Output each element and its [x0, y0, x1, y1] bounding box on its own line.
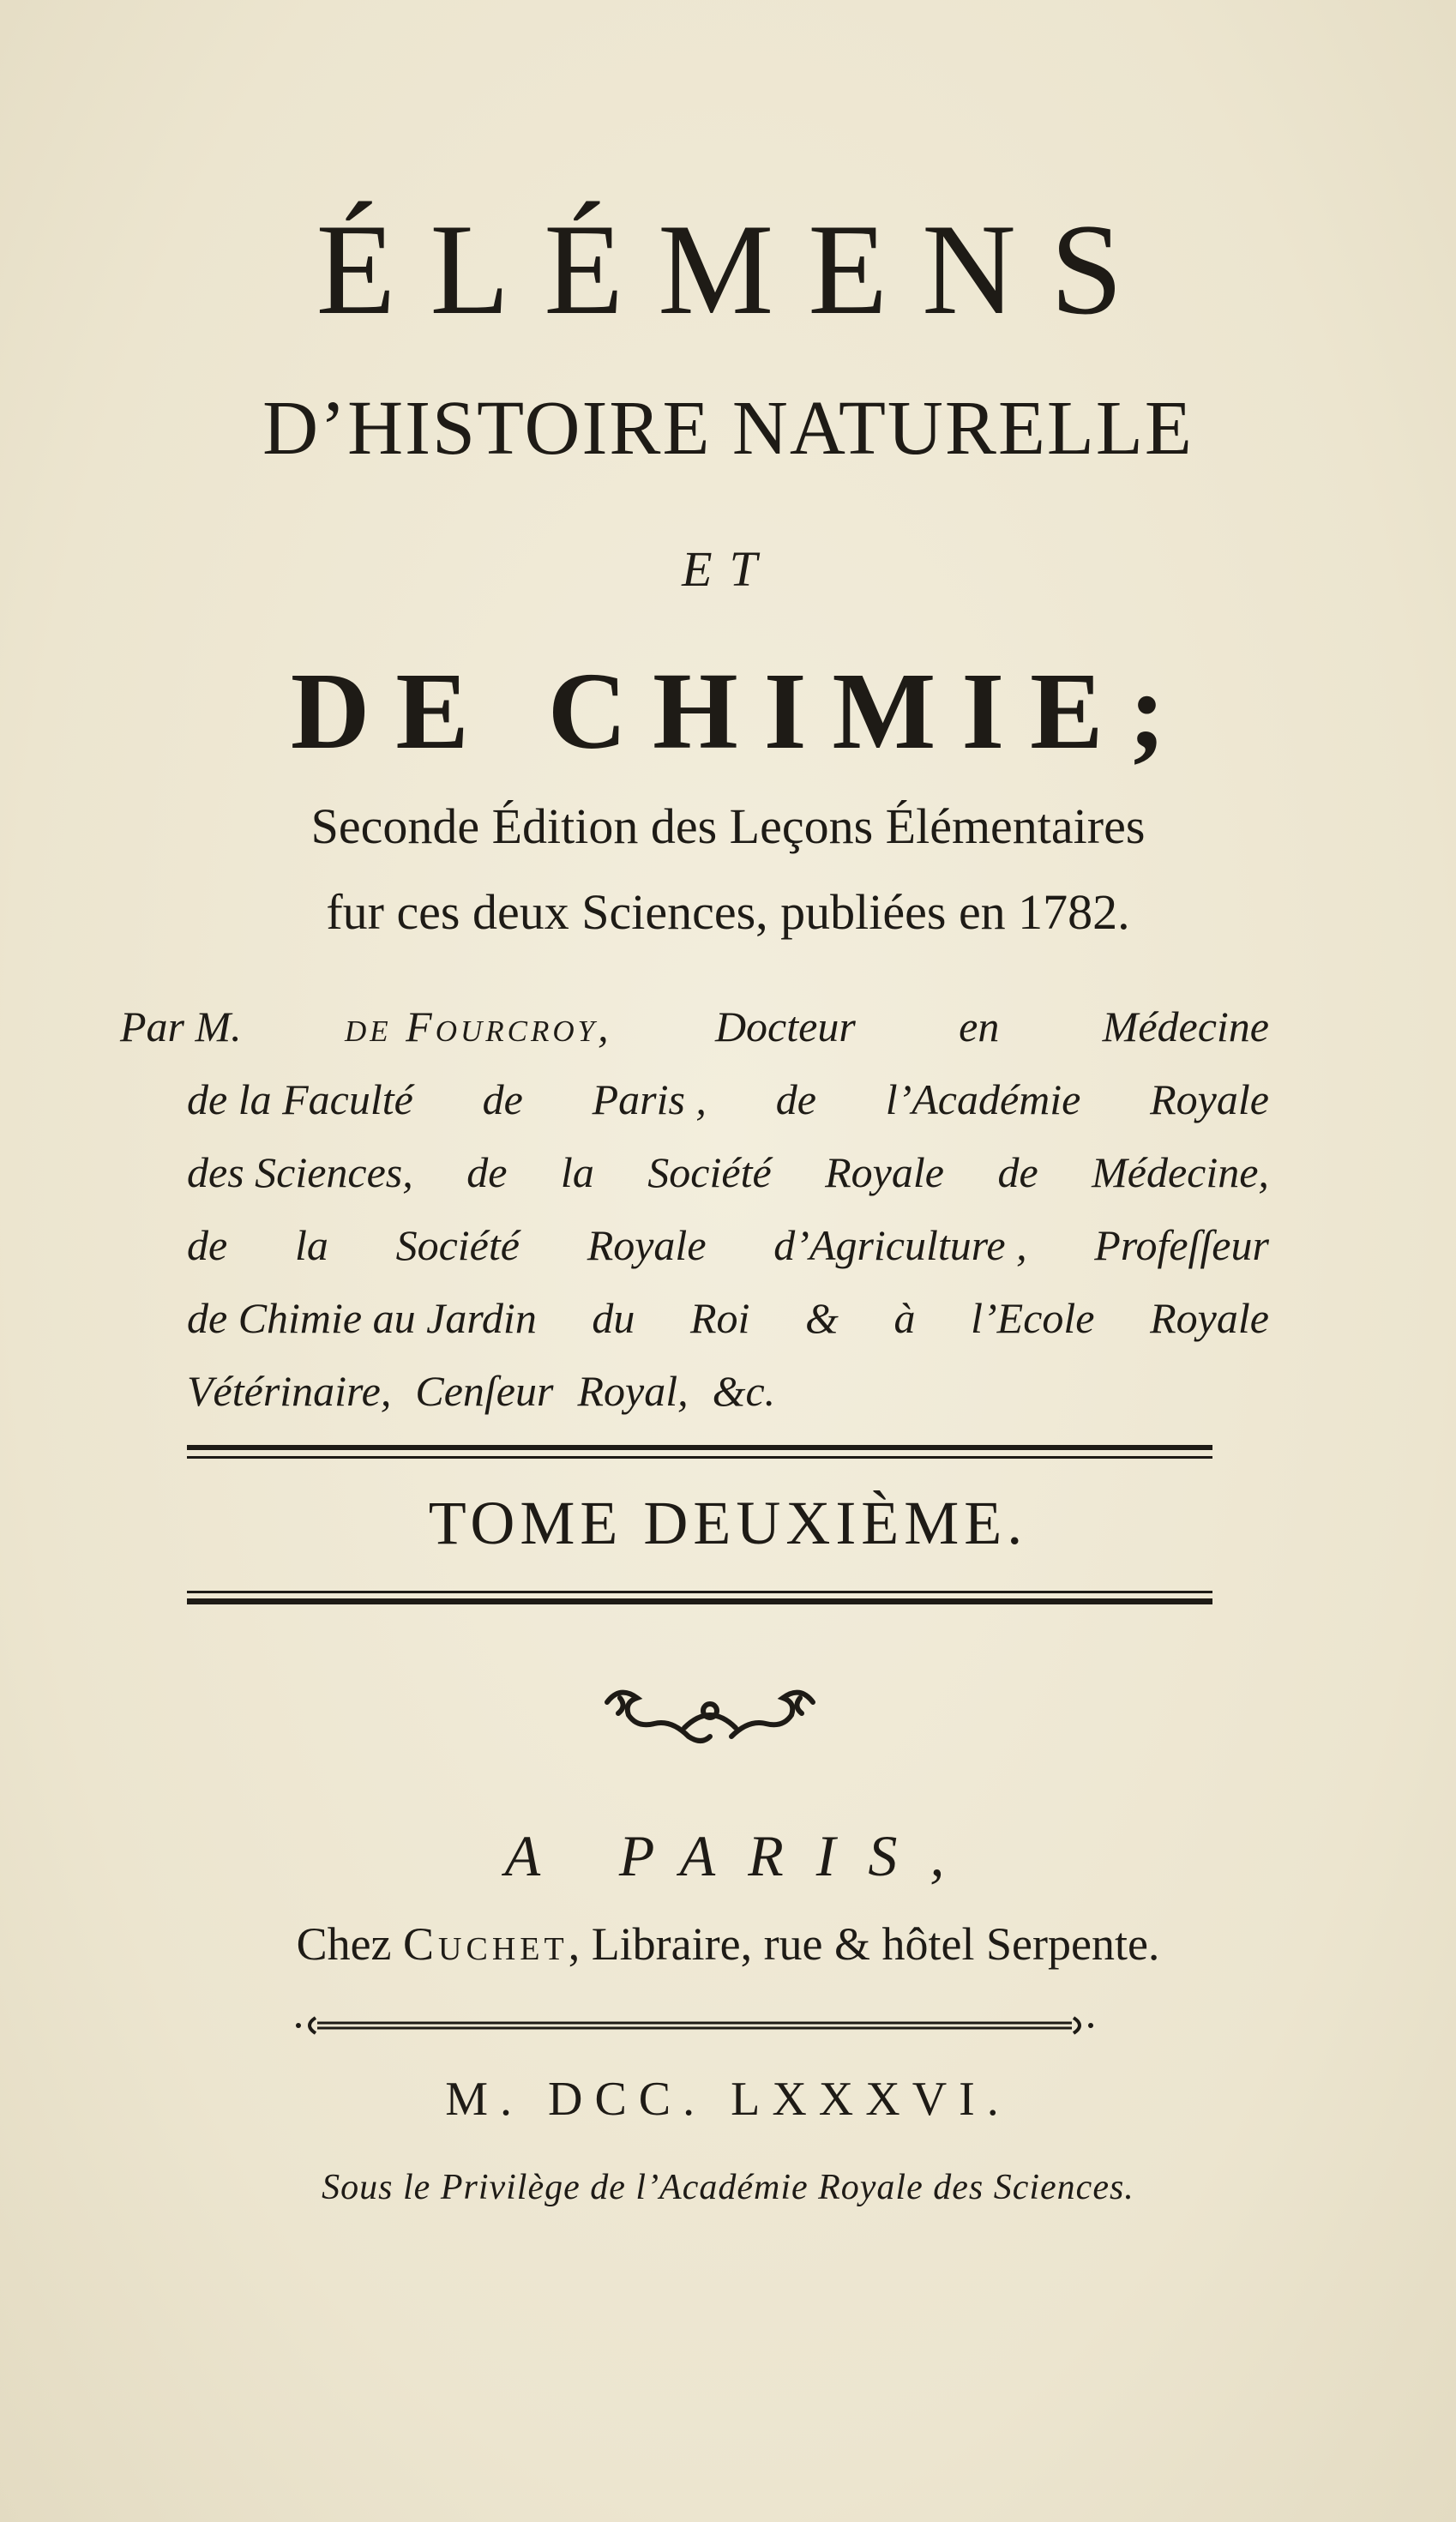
publisher-name: Cuchet: [403, 1918, 569, 1970]
author-word: Société: [395, 1221, 520, 1269]
author-word: &: [805, 1294, 839, 1342]
author-word: de la Faculté: [187, 1075, 413, 1123]
author-word: Royale: [1150, 1075, 1269, 1123]
publisher-prefix: Chez: [296, 1918, 392, 1970]
title-line-et: ET: [682, 541, 774, 597]
author-word: Médecine,: [1092, 1148, 1269, 1196]
author-word: de: [775, 1075, 816, 1123]
author-word: en: [959, 1002, 1000, 1050]
author-word: de Fourcroy,: [345, 1002, 612, 1050]
subtitle-line-2: fur ces deux Sciences, publiées en 1782.: [326, 884, 1130, 940]
author-word: la: [560, 1148, 594, 1196]
author-row-1: [120, 990, 1269, 1063]
double-rule-bottom-thin: [187, 1591, 1212, 1593]
author-word: Royale: [587, 1221, 707, 1269]
title-line-histoire: D’HISTOIRE NATURELLE: [262, 386, 1194, 471]
volume-label: TOME DEUXIÈME.: [428, 1489, 1028, 1557]
double-rule-top: [187, 1445, 1212, 1450]
author-word: de: [187, 1221, 228, 1269]
author-word: Cenſeur: [415, 1367, 554, 1415]
author-word: à: [893, 1294, 916, 1342]
author-word: l’Ecole: [971, 1294, 1095, 1342]
fleuron-ornament-icon: [590, 1676, 830, 1745]
author-word: Royal,: [577, 1367, 689, 1415]
author-word: de: [997, 1148, 1038, 1196]
author-word: l’Académie: [885, 1075, 1081, 1123]
ornamental-divider: [292, 2015, 1098, 2036]
author-row-6: [120, 1355, 1269, 1428]
subtitle-line-1: Seconde Édition des Leçons Élémentaires: [310, 798, 1146, 854]
author-word: de Chimie au Jardin: [187, 1294, 537, 1342]
author-row-4: [120, 1209, 1269, 1282]
imprint-privilege: Sous le Privilège de l’Académie Royale des Sciences.: [322, 2168, 1134, 2207]
author-row-5: [120, 1282, 1269, 1355]
author-word: Royale: [825, 1148, 944, 1196]
author-word: Roi: [690, 1294, 750, 1342]
author-block: [120, 990, 1269, 1428]
double-rule-bottom: [187, 1598, 1212, 1604]
author-word: Par M.: [120, 1002, 242, 1050]
author-row-2: [120, 1063, 1269, 1136]
publisher-suffix: , Libraire, rue & hôtel Serpente.: [568, 1918, 1160, 1970]
author-word: d’Agriculture ,: [773, 1221, 1027, 1269]
title-line-chimie: DE CHIMIE;: [290, 650, 1192, 772]
imprint-city: A PARIS,: [504, 1823, 978, 1888]
main-title: ÉLÉMENS: [316, 197, 1158, 341]
author-word: &c.: [712, 1367, 776, 1415]
author-word: de: [466, 1148, 508, 1196]
author-word: Docteur: [714, 1002, 856, 1050]
author-word: Royale: [1150, 1294, 1269, 1342]
author-word: du: [592, 1294, 635, 1342]
imprint-date: M. DCC. LXXXVI.: [445, 2073, 1011, 2126]
author-word: Médecine: [1102, 1002, 1269, 1050]
author-word: la: [294, 1221, 328, 1269]
author-word: Profeſſeur: [1094, 1221, 1269, 1269]
author-word: Société: [647, 1148, 772, 1196]
author-row-3: [120, 1136, 1269, 1209]
author-word: de: [482, 1075, 523, 1123]
author-word: Vétérinaire,: [187, 1367, 392, 1415]
double-rule-top-thin: [187, 1456, 1212, 1459]
author-word: Paris ,: [592, 1075, 707, 1123]
author-word: des Sciences,: [187, 1148, 413, 1196]
imprint-publisher: [0, 1918, 1456, 1970]
